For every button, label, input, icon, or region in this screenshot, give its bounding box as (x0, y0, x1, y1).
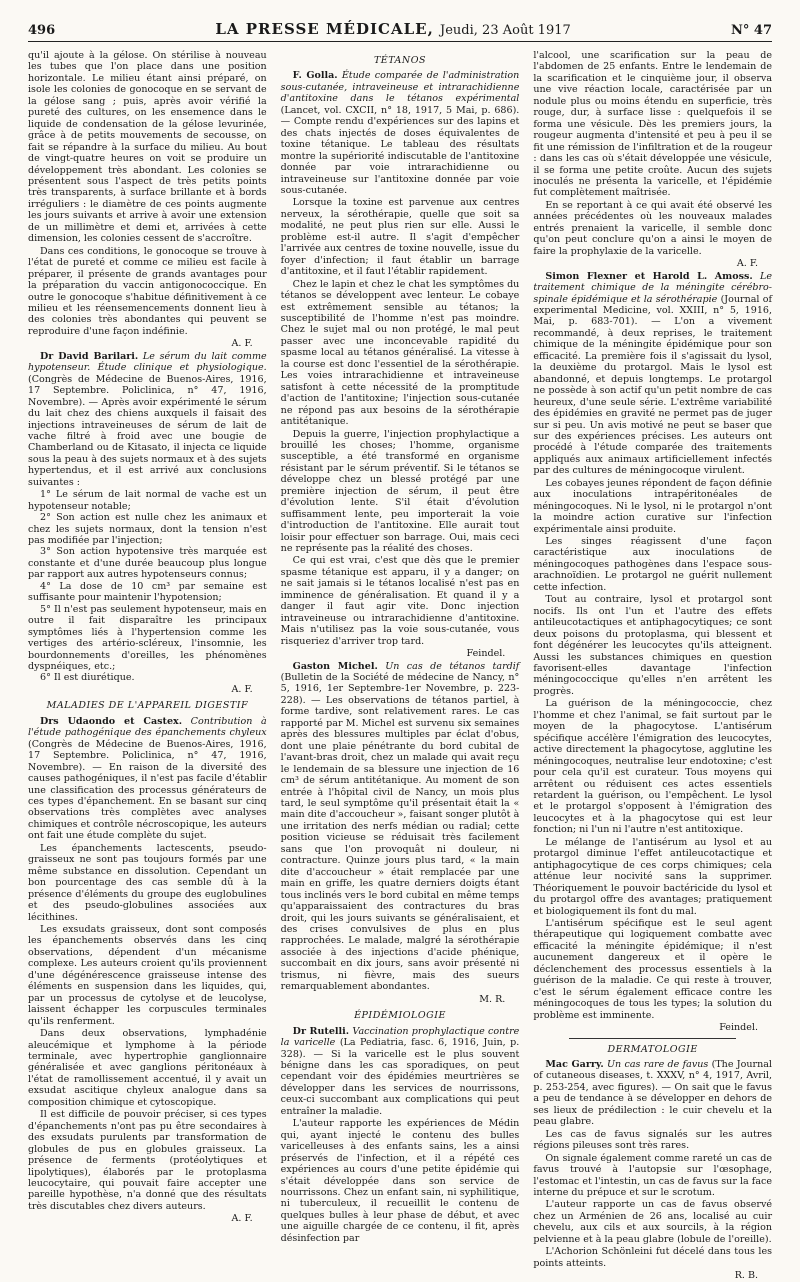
article-title: Contribution à l'étude pathogénique des épanchements chyleux (28, 715, 267, 739)
journal-title (215, 20, 570, 38)
paragraph: l'alcool, une scarification sur la peau de l'abdomen de 25 enfants. Entre le lendemain de la scarification et le cinquième jour, il observa une vive réaction locale, caractérisée par un nodule plus ou moins étendu en superficie, très rouge, dur, à surface lisse : quelquefois il se forma une vésicule. Dès les premiers jours, la rougeur augmenta d'intensité et peu à peu il se fit une rémission de l'infiltration et de la rougeur : dans les cas où s'était développée une vésicule, il se forma une petite croûte. Aucun des sujets inoculés ne présenta la varicelle, et l'épidémie fut complètement maîtrisée. (533, 50, 773, 199)
paragraph: Il est difficile de pouvoir préciser, si ces types d'épanchements n'ont pas pu être secondaires à des exsudats purulents par transformation de globules de pus en globules graisseux. La présence de ferments (protéolytiques et lipolytiques), élaborés par le protoplasma leucocytaire, qui pouvait faire accepter une pareille hypothèse, n'a donné que des résultats très discutables chez divers auteurs. (28, 1109, 267, 1212)
signature: Feindel. (466, 648, 506, 660)
reference: (The Journal of cutaneous diseases, t. XXXV, n° 4, 1917, Avril, p. 253-254, avec figures). — (533, 1058, 773, 1093)
paragraph: Compte rendu d'expériences sur des lapins et des chats injectés de doses équivalentes de toxine tétanique. Le tableau des résultats montre la supériorité indiscutable de l'antitoxine donnée par voie intrarachidienne ou intraveineuse sur l'antitoxine donnée par voie sous-cutanée. (280, 116, 520, 196)
paragraph: En raison de la diversité des causes pathogéniques, il n'est pas facile d'établir une classification des processus générateurs de ces types d'épanchement. En se basant sur cinq observations très complètes avec analyses chimiques et contrôle nécroscopique, les auteurs ont fait une étude complète du sujet. (28, 761, 267, 842)
article-rutelli (281, 1026, 520, 1118)
column-1 (28, 50, 267, 1225)
article-title: Le traitement chimique de la méningite cérébro-spinale épidémique et la sérothérapie (533, 270, 773, 305)
author: Mac Garry. (545, 1058, 604, 1070)
reference: (Journal of experimental Medicine, vol. XXIII, n° 5, 1916, Mai, p. 683-701). — (533, 293, 773, 328)
signature: M. R. (479, 993, 506, 1005)
reference: (Lancet, vol. CXCII, n° 18, 1917, 5 Mai, p. 686). — (280, 104, 520, 128)
list-item: 6° Il est diurétique. (40, 672, 135, 684)
article-golla (281, 70, 520, 196)
paragraph: Dans ces conditions, le gonocoque se trouve à l'état de pureté et comme ce milieu est facile à préparer, il présente de grands avantages pour la préparation du vaccin antigonococcique. En outre le gonocoque s'habitue définitivement à ce milieu et les réensemencements donnent lieu à des colonies très abondantes qui peuvent se reproduire d'une façon indéfinie. (28, 245, 267, 337)
column-2 (280, 50, 520, 1244)
paragraph: En se reportant à ce qui avait été observé les années précédentes où les nouveaux malades entrés prenaient la varicelle, il semble donc qu'on peut conclure qu'on a ainsi le moyen de faire la prophylaxie de la varicelle. (533, 199, 773, 257)
section-heading: ÉPIDÉMIOLOGIE (354, 1010, 446, 1022)
paragraph: Tout au contraire, lysol et protargol sont nocifs. Ils ont l'un et l'autre des effets antileucotactiques et antiphagocytiques; ce sont deux poisons du protoplasma, qui blessent et font dégénérer les leucocytes qu'ils atteignent. Aussi les substances chimiques en question favorisent-elles davantage l'infection méningococcique qu'elles n'en arrêtent les progrès. (533, 594, 773, 697)
paragraph: Les cas de favus signalés sur les autres régions pileuses sont très rares. (533, 1128, 773, 1152)
paragraph: Les observations de tétanos partiel, à forme tardive, sont relativement rares. Le cas rapporté par M. Michel est survenu six semaines après des blessures multiples par éclat d'obus, dont une plaie pénétrante du bord cubital de l'avant-bras droit, chez un malade qui avait reçu le lendemain de sa blessure une injection de 16 cm³ de sérum antitétanique. Au moment de son entrée à l'hôpital civil de Nancy, un mois plus tard, le seul symptôme qu'il présentait était la « main dite d'accoucheur », faisant songer plutôt à une irritation des nerfs médian ou radial; cette position vicieuse se réduisait très facilement sans que l'on provoquât ni douleur, ni contracture. Quinze jours plus tard, « la main dite d'accoucheur » était remplacée par une main en griffe, les quatre derniers doigts étant tous inclinés vers le bord cubital en même temps qu'apparaissaient des contractures du bras droit, qui les jours suivants se généralisaient, et des crises convulsives de plus en plus rapprochées. Le malade, malgré la sérothérapie associée à des injections d'acide phénique, succombait en dix jours, sans avoir présenté ni trismus, ni fièvre, mais des sueurs remarquablement abondantes. (280, 694, 520, 993)
issue-number: N° 47 (731, 23, 772, 38)
author: Simon Flexner et Harold L. Amoss. (545, 270, 753, 282)
author: Dr David Barilari. (40, 350, 139, 362)
signature: R. B. (734, 1270, 759, 1282)
list-item: 2° Son action est nulle chez les animaux et chez les sujets normaux, dont la tension n'est pas modifiée par l'injection; (28, 512, 267, 547)
paragraph: Ce qui est vrai, c'est que dès que le premier spasme tétanique est apparu, il y a danger; on ne sait jamais si le tétanos localisé n'est pas en imminence de généralisation. Et quand il y a danger il faut agir vite. Donc injection intraveineuse ou intrarachidienne d'antitoxine. Mais n'utilisez pas la voie sous-cutanée, vous risqueriez d'arriver trop tard. (280, 555, 520, 647)
paragraph: Les cobayes jeunes répondent de façon définie aux inoculations intrapéritonéales de méningocoques. Ni le lysol, ni le protargol n'ont la moindre action curative sur l'infection expérimentale ainsi produite. (533, 477, 773, 535)
list-item: 1° Le sérum de lait normal de vache est un hypotenseur notable; (28, 489, 267, 512)
page-number: 496 (28, 23, 56, 38)
signature: A. F. (231, 1213, 253, 1225)
paragraph: Chez le lapin et chez le chat les symptômes du tétanos se développent avec lenteur. Le cobaye est extrêmement sensible au tétanos; la susceptibilité de l'homme n'est pas moindre. Chez le sujet mal ou non protégé, le mal peut passer avec une inconcevable rapidité du spasme local au tétanos généralisé. La vitesse à la course est donc l'essentiel de la sérothérapie. Les voies intrarachidienne et intraveineuse satisfont à cette nécessité de la promptitude d'action de l'antitoxine; l'injection sous-cutanée ne répond pas aux besoins de la sérothérapie antitétanique. (280, 278, 520, 428)
issue-date: Jeudi, 23 Août 1917 (440, 23, 571, 38)
signature: A. F. (231, 683, 253, 695)
paragraph: L'on a vivement recommandé, à deux reprises, le traitement chimique de la méningite épidémique pour son efficacité. La première fois il s'agissait du lysol, la deuxième du protargol. Mais le lysol est abandonné, et depuis longtemps. Le protargol ne possède à son actif qu'un petit nombre de cas heureux, d'une seule série. L'extrême variabilité des épidémies en gravité ne permet pas de juger sur si peu. Un avis motivé ne peut se baser que sur des expériences précises. Les auteurs ont procédé à l'étude comparée des traitements appliqués aux animaux artificiellement infectés par des cultures de méningocoque virulent. (533, 316, 773, 477)
article-michel (281, 661, 520, 993)
section-heading: DERMATOLOGIE (607, 1043, 698, 1055)
paragraph: Dans deux observations, lymphadénie aleucémique et lymphome à la période terminale, avec hypertrophie ganglionnaire généralisée et avec ganglions péritonéaux à l'état de ramollissement accentué, il y avait un exsudat ascitique chyleux analogue dans sa composition chimique et cytoscopique. (28, 1028, 267, 1108)
paragraph: Si la varicelle est le plus souvent bénigne dans les cas sporadiques, on peut cependant voir des épidémies meurtrières se développer dans les services de nourrissons, ceux-ci succombant aux complications qui peut entraîner la maladie. (280, 1048, 520, 1117)
page-header (28, 20, 772, 42)
section-divider (569, 1038, 736, 1039)
paragraph: On signale également comme rareté un cas de favus trouvé à l'autopsie sur l'œsophage, l'estomac et l'intestin, un cas de favus sur la face interne du prépuce et sur le scrotum. (533, 1152, 773, 1198)
reference: (Congrès de Médecine de Buenos-Aires, 1916, 17 Septembre. Policlinica, n° 47, 1916, Novembre). — (28, 738, 267, 773)
paragraph: qu'il ajoute à la gélose. On stérilise à nouveau les tubes que l'on place dans une position horizontale. Le milieu étant ainsi préparé, on isole les colonies de gonocoque en se servant de la gélose sang ; puis, après avoir vérifié la pureté des cultures, on les ensemence dans le liquide de condensation de la gélose levurinée, grâce à de petits mouvements de secousse, on fait se répandre à la surface du milieu. Au bout de vingt-quatre heures on voit se produire un développement très abondant. Les colonies se présentent sous l'aspect de très petits points très transparents, à surface brillante et à bords irréguliers : le diamètre de ces points augmente les jours suivants et arrive à avoir une extension de un millimètre et demi et, arrivées à cette dimension, les colonies cessent de s'accroître. (28, 50, 267, 245)
article-title: Un cas rare de favus (607, 1058, 709, 1070)
paragraph: L'auteur rapporte un cas de favus observé chez un Arménien de 26 ans, localisé au cuir chevelu, aux cils et aux sourcils, à la région pelvienne et à la peau glabre (lobule de l'oreille). (533, 1199, 773, 1245)
conclusions-list (28, 489, 267, 684)
article-title: Étude comparée de l'administration sous-cutanée, intraveineuse et intrarachidienne d'antitoxine dans le tétanos expérimental (280, 70, 520, 105)
paragraph: L'auteur rapporte les expériences de Médin qui, ayant injecté le contenu des bulles varicelleuses à des enfants sains, les a ainsi préservés de l'infection, et il a répété ces expériences au cours d'une petite épidémie qui s'était développée dans son service de nourrissons. Chez un enfant sain, ni syphilitique, ni tuberculeux, il recueillit le contenu de quelques bulles à leur phase de début, et avec une aiguille chargée de ce contenu, il fit, après désinfection par (280, 1118, 520, 1244)
article-flexner (533, 271, 772, 477)
paragraph: L'antisérum spécifique est le seul agent thérapeutique qui logiquement combatte avec efficacité la méningite épidémique; il n'est aucunement dangereux et il opère le déclenchement des processus essentiels à la guérison de la maladie. Ce qui reste à trouver, c'est le sérum également efficace contre les méningocoques de tous les types; la solution du problème est imminente. (533, 917, 773, 1021)
article-title: Un cas de tétanos tardif (385, 660, 520, 672)
article-columns (28, 50, 773, 1282)
list-item: 3° Son action hypotensive très marquée est constante et d'une durée beaucoup plus longue par rapport aux autres hypotenseurs connus; (28, 546, 267, 581)
article-title: Vaccination prophylactique contre la varicelle (280, 1025, 520, 1049)
author: Dr Rutelli. (292, 1025, 350, 1037)
paragraph: La guérison de la méningococcie, chez l'homme et chez l'animal, se fait surtout par le moyen de la phagocytose. L'antisérum spécifique accélère l'émigration des leucocytes, active directement la phagocytose, agglutine les méningocoques, neutralise leur endotoxine; c'est pour cela qu'il est curateur. Tous moyens qui arrêtent ou réduisent ces actes essentiels retardent la guérison, ou l'empêchent. Le lysol et le protargol s'opposent à l'émigration des leucocytes et à la phagocytose qui est leur fonction; ni l'un ni l'autre n'est antitoxique. (533, 698, 773, 836)
reference: (Congrès de Médecine de Buenos-Aires, 1916, 17 Septembre. Policlinica, n° 47, 1916, Novembre). — (28, 373, 267, 408)
paragraph: Les exsudats graisseux, dont sont composés les épanchements observés dans les cinq observations, dépendent d'un mécanisme complexe. Les auteurs croient qu'ils proviennent d'une dégénérescence graisseuse intense des éléments en suspension dans les liquides, qui, par un processus de cytolyse et de leucolyse, laissent échapper les corpuscules terminales qu'ils renferment. (28, 923, 267, 1027)
paragraph: Depuis la guerre, l'injection prophylactique a brouillé les choses; l'homme, organisme susceptible, a été transformé en organisme résistant par le sérum préventif. Si le tétanos se développe chez un blessé protégé par une première injection de sérum, il peut être d'évolution lente. S'il était d'évolution suffisamment lente, peu importerait la voie d'introduction de l'antitoxine. Elle aurait tout loisir pour effectuer son barrage. Oui, mais ceci ne représente pas la réalité des choses. (280, 428, 520, 555)
reference: (Bulletin de la Société de médecine de Nancy, n° 5, 1916, 1er Septembre-1er Novembre, p. 223-228). — (280, 672, 520, 706)
paragraph: Les épanchements lactescents, pseudo-graisseux ne sont pas toujours formés par une même substance en dissolution. Cependant un bon pourcentage des cas semble dû à la présence d'éléments du groupe des euglobulines et des pseudo-globulines associées aux lécithines. (28, 842, 267, 923)
reference: (La Pediatria, fasc. 6, 1916, Juin, p. 328). — (280, 1037, 520, 1060)
paragraph: Les singes réagissent d'une façon caractéristique aux inoculations de méningocoques pathogènes dans l'espace sous-arachnoïdien. Le protargol ne guérit nullement cette infection. (533, 536, 773, 593)
list-item: 5° Il n'est pas seulement hypotenseur, mais en outre il fait disparaître les principaux symptômes liés à l'hypertension comme les vertiges des artério-scléreux, l'insomnie, les bourdonnements d'oreilles, les phénomènes dyspnéiques, etc.; (28, 603, 267, 673)
paragraph: Après avoir expérimenté le sérum du lait chez des chiens auxquels il faisait des injections intraveineuses de sérum de lait de vache filtré à froid avec une bougie de Chamberland ou de Kitasato, il injecta ce liquide sous la peau à des sujets normaux et à des sujets hypertendus, et il est arrivé aux conclusions suivantes : (28, 396, 267, 488)
paragraph: L'Achorion Schönleini fut décelé dans tous les points atteints. (533, 1246, 773, 1269)
article-macgarry (533, 1059, 772, 1128)
article-title: Le sérum du lait comme hypotenseur. Étude clinique et physiologique. (28, 350, 267, 374)
list-item: 4° La dose de 10 cm³ par semaine est suffisante pour maintenir l'hypotension; (28, 580, 267, 604)
paragraph: On sait que le favus a peu de tendance à se développer en dehors de ses lieux de prédilection : le cuir chevelu et la peau glabre. (533, 1081, 773, 1128)
author: Gaston Michel. (292, 660, 378, 672)
paragraph: Le mélange de l'antisérum au lysol et au protargol diminue l'effet antileucotactique et antiphagocytique de ces corps chimiques; cela atténue leur nocivité sans la supprimer. Théoriquement le pouvoir bactéricide du lysol et du protargol offre des avantages; pratiquement et biologiquement ils font du mal. (533, 836, 773, 917)
article-barilari (28, 351, 267, 488)
signature: Feindel. (719, 1022, 759, 1034)
author: Drs Udaondo et Castex. (40, 715, 183, 727)
signature: A. F. (736, 258, 759, 270)
article-udaondo (28, 716, 267, 842)
author: F. Golla. (292, 70, 338, 82)
column-3 (533, 50, 773, 1282)
section-heading: TÉTANOS (373, 55, 427, 66)
section-heading: MALADIES DE L'APPAREIL DIGESTIF (46, 700, 249, 712)
paragraph: Lorsque la toxine est parvenue aux centres nerveux, la sérothérapie, quelle que soit sa modalité, ne peut plus rien sur elle. Aussi le problème est-il autre. Il s'agit d'empêcher l'arrivée aux centres de toxine nouvelle, issue du foyer d'infection; il faut établir un barrage d'antitoxine, et il faut l'établir rapidement. (280, 197, 520, 278)
signature: A. F. (231, 338, 253, 350)
journal-name: LA PRESSE MÉDICALE, (215, 20, 434, 38)
